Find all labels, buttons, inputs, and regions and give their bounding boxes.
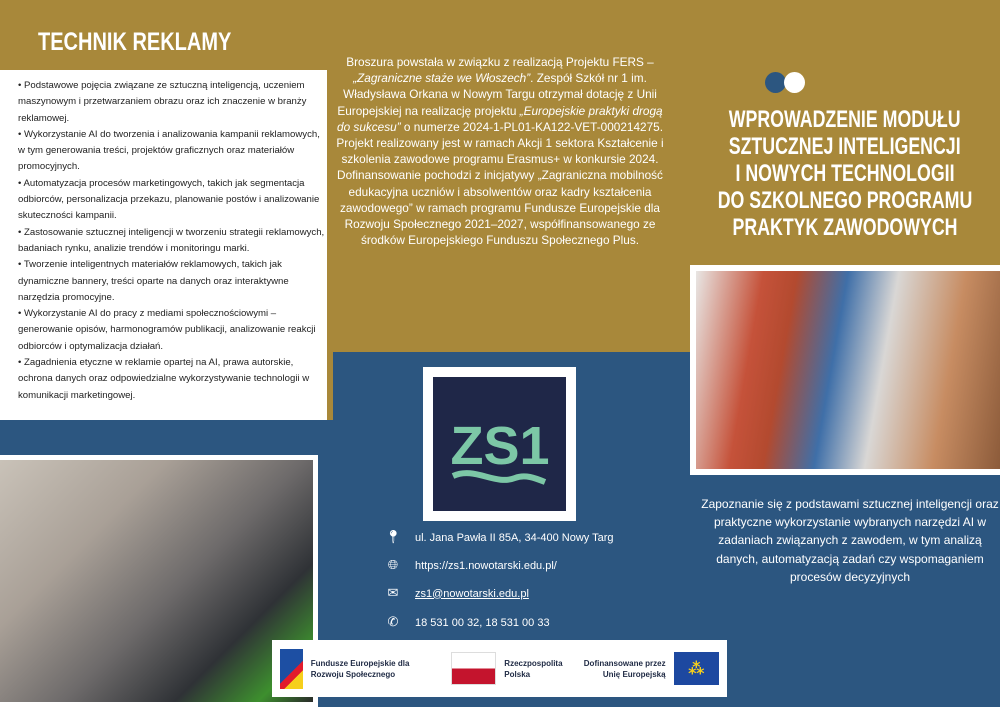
address-text: ul. Jana Pawła II 85A, 34-400 Nowy Targ: [415, 531, 614, 544]
module-summary: Zapoznanie się z podstawami sztucznej inteligencji oraz praktyczne wykorzystanie wybranych narzędzi AI w zadaniach związanych z zawodem, w tym analizą danych, automatyzacją zadań czy wspomaganiem procesów decyzyjnych: [701, 497, 999, 584]
phone-icon: ✆: [387, 615, 399, 630]
contact-address: [385, 530, 614, 545]
contact-phone: [385, 615, 550, 630]
school-logo: [423, 367, 576, 521]
bullet: • Podstawowe pojęcia związane ze sztuczną inteligencją, uczeniem maszynowym i przetwarzaniem obrazu oraz ich znaczenie w branży reklamowej.: [18, 80, 307, 124]
phone-text: 18 531 00 32, 18 531 00 33: [415, 616, 550, 629]
title-line: PRAKTYK ZAWODOWYCH: [732, 214, 958, 241]
title-line: SZTUCZNEJ INTELIGENCJI: [729, 133, 961, 160]
bullet: • Wykorzystanie AI do tworzenia i analizowania kampanii reklamowych, w tym generowania treści, projektów graficznych oraz materiałów promocyjnych.: [18, 128, 320, 173]
poland-flag-icon: [451, 652, 497, 685]
website-link[interactable]: https://zs1.nowotarski.edu.pl/: [415, 559, 557, 572]
project-description: [335, 54, 665, 248]
project-name: „Zagraniczne staże we Włoszech”: [353, 71, 531, 86]
curriculum-list: [0, 70, 327, 420]
desc-part: . Zespół Szkół nr 1 im. Władysława Orkana w Nowym Targu otrzymał dotację z Unii Europejskiej na realizację projektu: [337, 71, 657, 118]
title-line: WPROWADZENIE MODUŁU: [729, 106, 961, 133]
desc-part: Broszura powstała w związku z realizacją Projektu FERS –: [346, 55, 654, 69]
globe-icon: 🌐︎: [387, 558, 399, 573]
title-line: DO SZKOLNEGO PROGRAMU: [717, 187, 973, 214]
project-title: „Europejskie praktyki drogą do sukcesu”: [337, 103, 663, 134]
bullet: • Tworzenie inteligentnych materiałów reklamowych, takich jak dynamiczne bannery, treści oparte na danych oraz interaktywne narzędzia promocyjne.: [18, 259, 289, 303]
robot-student-photo: [690, 265, 1000, 475]
contact-website[interactable]: [385, 558, 557, 573]
bullet: • Wykorzystanie AI do pracy z mediami społecznościowymi – generowanie opisów, harmonogramów publikacji, analizowanie reakcji odbiorców i optymalizacja działań.: [18, 308, 316, 352]
brochure-title: [700, 106, 990, 241]
rp-label: Rzeczpospolita Polska: [504, 658, 563, 679]
fe-label: Fundusze Europejskie dla Rozwoju Społecznego: [310, 658, 410, 679]
location-pin-icon: 📍︎: [385, 530, 402, 545]
desc-part: o numerze 2024-1-PL01-KA122-VET-000214275. Projekt realizowany jest w ramach Akcji 1 sektora Kształcenie i szkolenia zawodowe programu Erasmus+ w konkursie 2024. Dofinansowanie pochodzi z inicjatywy „Zagraniczna mobilność edukacyjna uczniów i absolwentów oraz kadry kształcenia zawodowego” w ramach programu Fundusze Europejskie dla Rozwoju Społecznego 2021–2027, współfinansowanego ze środków Europejskiego Funduszu Społecznego Plus.: [336, 119, 664, 248]
students-photo: [0, 455, 318, 707]
title-line: I NOWYCH TECHNOLOGII: [735, 160, 955, 187]
logo-text: ZS1: [449, 416, 550, 476]
blue-circle-icon: [765, 72, 786, 93]
left-title: TECHNIK REKLAMY: [38, 28, 232, 56]
bullet: • Automatyzacja procesów marketingowych, takich jak segmentacja odbiorców, personalizacja przekazu, planowanie postów i analizowanie skuteczności kampanii.: [18, 177, 320, 222]
eu-flag-icon: ⁂: [674, 652, 719, 685]
email-link[interactable]: zs1@nowotarski.edu.pl: [415, 587, 529, 600]
white-circle-icon: [784, 72, 805, 93]
funding-logos-bar: [272, 640, 727, 697]
fe-flag-icon: [280, 649, 303, 689]
zs1-logo-icon: [445, 394, 555, 494]
eu-label: Dofinansowane przez Unię Europejską: [583, 658, 666, 679]
bullet: • Zagadnienia etyczne w reklamie opartej na AI, prawa autorskie, ochrona danych oraz odpowiedzialne wykorzystywanie technologii w komunikacji marketingowej.: [18, 357, 310, 401]
contact-email[interactable]: [385, 586, 529, 601]
bullet: • Zastosowanie sztucznej inteligencji w tworzeniu strategii reklamowych, badaniach rynku, analizie trendów i monitoringu marki.: [18, 226, 325, 254]
envelope-icon: ✉: [387, 586, 399, 601]
